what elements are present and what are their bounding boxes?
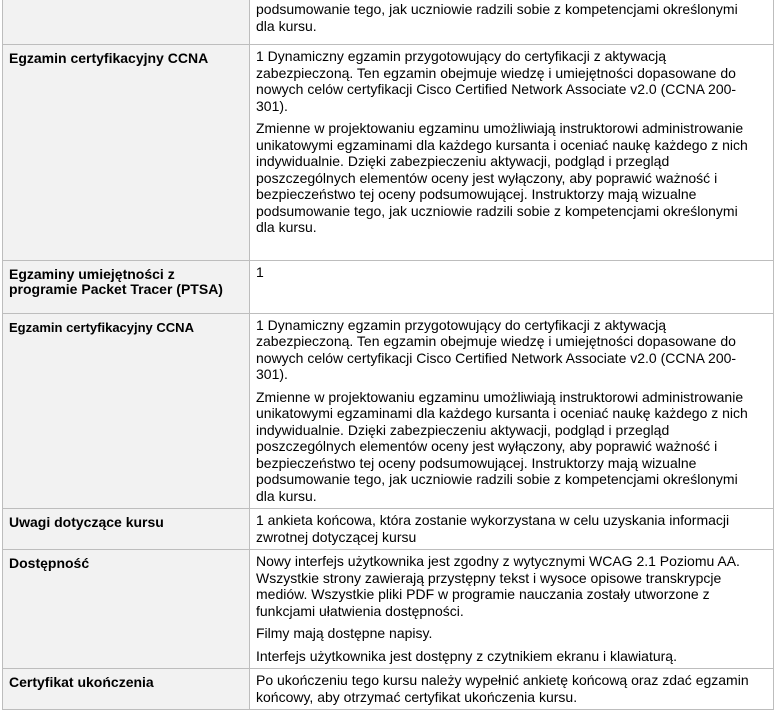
row-value	[250, 550, 774, 669]
table-row-certificate	[3, 669, 774, 710]
row-label	[3, 0, 250, 45]
row-label: Egzaminy umiejętności z programie Packet Tracer (PTSA)	[3, 260, 250, 313]
value-paragraph: Filmy mają dostępne napisy.	[256, 625, 433, 641]
table-row-course-feedback	[3, 509, 774, 550]
value-paragraph: 1 Dynamiczny egzamin przygotowujący do certyfikacji z aktywacją zabezpieczoną. Ten egzamin obejmuje wiedzę i umiejętności dopasowane do nowych celów certyfikacji Cisco Certified Network Associate v2.0 (CCNA 200-301).	[256, 48, 737, 114]
row-value	[250, 669, 774, 710]
value-paragraph: 1	[256, 263, 264, 280]
course-details-table	[2, 0, 774, 710]
value-paragraph: podsumowanie tego, jak uczniowie radzili sobie z kompetencjami określonymi dla kursu.	[256, 1, 738, 34]
value-paragraph: Nowy interfejs użytkownika jest zgodny z wytycznymi WCAG 2.1 Poziomu AA. Wszystkie strony zawierają przystępny tekst i wysoce opisowe transkrypcje mediów. Wszystkie pliki PDF w programie nauczania zostały utworzone z funkcjami ułatwienia dostępności.	[256, 553, 740, 619]
table-row-continued	[3, 0, 774, 45]
value-paragraph: Zmienne w projektowaniu egzaminu umożliwiają instruktorowi administrowanie unikatowymi egzaminami dla każdego kursanta i oceniać naukę każdego z nich indywidualnie. Dzięki zabezpieczeniu aktywacji, podgląd i przegląd poszczególnych elementów oceny jest wyłączony, aby poprawić ważność i bezpieczeństwo tej oceny podsumowującej. Instruktorzy mają wizualne podsumowanie tego, jak uczniowie radzili sobie z kompetencjami określonymi dla kursu.	[256, 120, 748, 235]
row-value	[250, 260, 774, 313]
table-row-accessibility	[3, 550, 774, 669]
row-value	[250, 45, 774, 261]
value-paragraph: Po ukończeniu tego kursu należy wypełnić ankietę końcową oraz zdać egzamin końcowy, aby otrzymać certyfikat ukończenia kursu.	[256, 672, 749, 705]
row-label: Uwagi dotyczące kursu	[3, 509, 250, 550]
row-label: Dostępność	[3, 550, 250, 669]
table-row-ccna-exam	[3, 45, 774, 261]
table-row-ptsa	[3, 260, 774, 313]
row-value	[250, 509, 774, 550]
row-value	[250, 0, 774, 45]
value-paragraph: Zmienne w projektowaniu egzaminu umożliwiają instruktorowi administrowanie unikatowymi egzaminami dla każdego kursanta i oceniać naukę każdego z nich indywidualnie. Dzięki zabezpieczeniu aktywacji, podgląd i przegląd poszczególnych elementów oceny jest wyłączony, aby poprawić ważność i bezpieczeństwo tej oceny podsumowującej. Instruktorzy mają wizualne podsumowanie tego, jak uczniowie radzili sobie z kompetencjami określonymi dla kursu.	[256, 388, 748, 504]
value-paragraph: Interfejs użytkownika jest dostępny z czytnikiem ekranu i klawiaturą.	[256, 647, 677, 664]
table-row-ccna-exam	[3, 313, 774, 509]
row-label: Egzamin certyfikacyjny CCNA	[3, 313, 250, 509]
row-value	[250, 313, 774, 509]
value-paragraph: 1 Dynamiczny egzamin przygotowujący do certyfikacji z aktywacją zabezpieczoną. Ten egzamin obejmuje wiedzę i umiejętności dopasowane do nowych celów certyfikacji Cisco Certified Network Associate v2.0 (CCNA 200-301).	[256, 316, 737, 382]
value-paragraph: 1 ankieta końcowa, która zostanie wykorzystana w celu uzyskania informacji zwrotnej dotyczącej kursu	[256, 512, 730, 545]
row-label: Certyfikat ukończenia	[3, 669, 250, 710]
row-label: Egzamin certyfikacyjny CCNA	[3, 45, 250, 261]
